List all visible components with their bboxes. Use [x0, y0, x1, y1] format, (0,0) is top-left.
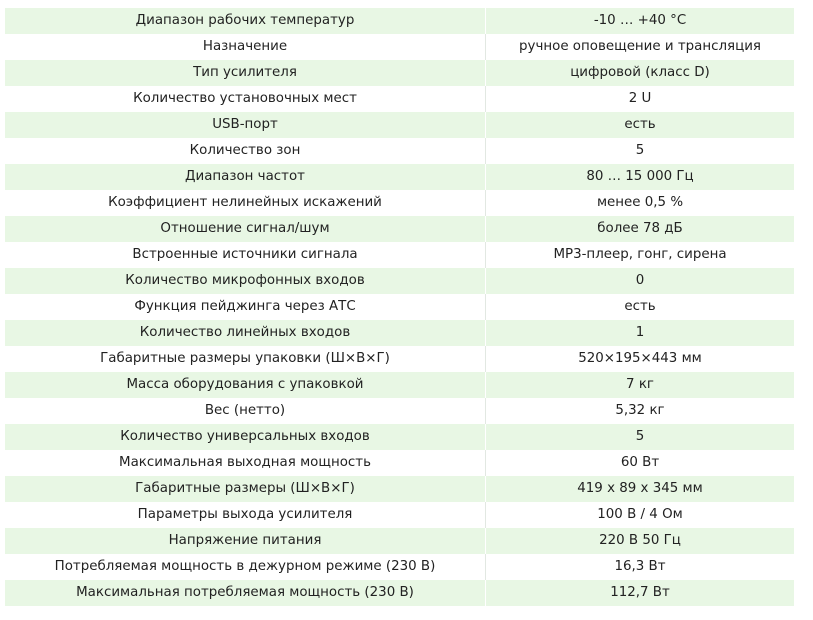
- spec-row: [5, 476, 794, 502]
- spec-value: 5: [486, 138, 795, 164]
- spec-value: 0: [486, 268, 795, 294]
- spec-row: [5, 346, 794, 372]
- spec-value: 419 x 89 x 345 мм: [486, 476, 795, 502]
- spec-row: [5, 294, 794, 320]
- spec-value: MP3-плеер, гонг, сирена: [486, 242, 795, 268]
- spec-row: [5, 86, 794, 112]
- spec-name: Встроенные источники сигнала: [5, 242, 486, 268]
- spec-name: Коэффициент нелинейных искажений: [5, 190, 486, 216]
- spec-row: [5, 502, 794, 528]
- spec-row: [5, 8, 794, 34]
- spec-row: [5, 164, 794, 190]
- spec-row: [5, 398, 794, 424]
- spec-row: [5, 320, 794, 346]
- spec-value: 520×195×443 мм: [486, 346, 795, 372]
- spec-name: Количество универсальных входов: [5, 424, 486, 450]
- spec-name: Отношение сигнал/шум: [5, 216, 486, 242]
- spec-value: 16,3 Вт: [486, 554, 795, 580]
- spec-row: [5, 268, 794, 294]
- spec-name: Габаритные размеры (Ш×В×Г): [5, 476, 486, 502]
- spec-row: [5, 580, 794, 606]
- spec-value: 80 … 15 000 Гц: [486, 164, 795, 190]
- spec-name: Тип усилителя: [5, 60, 486, 86]
- spec-name: USB-порт: [5, 112, 486, 138]
- spec-name: Количество установочных мест: [5, 86, 486, 112]
- spec-name: Количество линейных входов: [5, 320, 486, 346]
- spec-name: Назначение: [5, 34, 486, 60]
- spec-name: Количество зон: [5, 138, 486, 164]
- spec-row: [5, 112, 794, 138]
- spec-value: 5: [486, 424, 795, 450]
- spec-row: [5, 450, 794, 476]
- spec-row: [5, 60, 794, 86]
- spec-name: Вес (нетто): [5, 398, 486, 424]
- spec-row: [5, 528, 794, 554]
- spec-name: Масса оборудования с упаковкой: [5, 372, 486, 398]
- specifications-table: [5, 8, 794, 606]
- spec-value: цифровой (класс D): [486, 60, 795, 86]
- spec-value: ручное оповещение и трансляция: [486, 34, 795, 60]
- spec-name: Напряжение питания: [5, 528, 486, 554]
- spec-name: Диапазон рабочих температур: [5, 8, 486, 34]
- spec-name: Максимальная выходная мощность: [5, 450, 486, 476]
- spec-value: 5,32 кг: [486, 398, 795, 424]
- spec-value: 220 В 50 Гц: [486, 528, 795, 554]
- spec-name: Потребляемая мощность в дежурном режиме (230 В): [5, 554, 486, 580]
- spec-value: 1: [486, 320, 795, 346]
- spec-value: 100 В / 4 Ом: [486, 502, 795, 528]
- spec-value: более 78 дБ: [486, 216, 795, 242]
- spec-row: [5, 216, 794, 242]
- spec-value: 7 кг: [486, 372, 795, 398]
- spec-name: Параметры выхода усилителя: [5, 502, 486, 528]
- spec-name: Максимальная потребляемая мощность (230 В): [5, 580, 486, 606]
- specifications-table-body: [5, 8, 794, 606]
- spec-name: Диапазон частот: [5, 164, 486, 190]
- spec-value: -10 … +40 °С: [486, 8, 795, 34]
- spec-value: 112,7 Вт: [486, 580, 795, 606]
- spec-row: [5, 34, 794, 60]
- spec-name: Габаритные размеры упаковки (Ш×В×Г): [5, 346, 486, 372]
- spec-value: 60 Вт: [486, 450, 795, 476]
- spec-row: [5, 372, 794, 398]
- spec-name: Количество микрофонных входов: [5, 268, 486, 294]
- spec-name: Функция пейджинга через АТС: [5, 294, 486, 320]
- spec-value: есть: [486, 112, 795, 138]
- spec-value: есть: [486, 294, 795, 320]
- spec-row: [5, 424, 794, 450]
- spec-row: [5, 242, 794, 268]
- spec-value: 2 U: [486, 86, 795, 112]
- spec-row: [5, 138, 794, 164]
- spec-row: [5, 554, 794, 580]
- spec-row: [5, 190, 794, 216]
- spec-value: менее 0,5 %: [486, 190, 795, 216]
